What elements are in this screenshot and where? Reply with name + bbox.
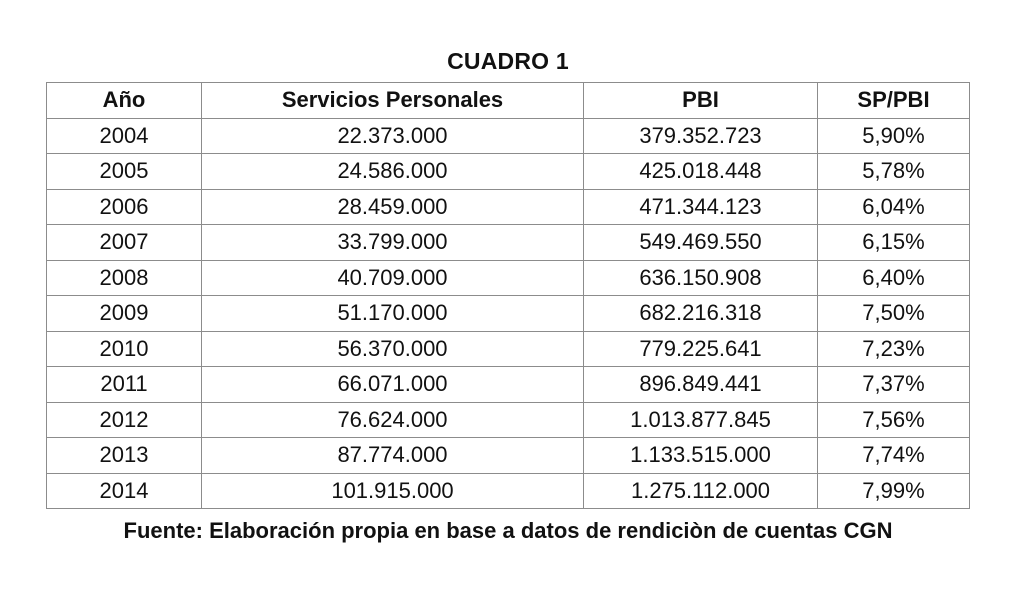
table-row bbox=[47, 296, 970, 332]
cell-pbi: 896.849.441 bbox=[584, 367, 818, 403]
cell-servicios-personales: 51.170.000 bbox=[202, 296, 584, 332]
table-row bbox=[47, 331, 970, 367]
cell-pbi: 682.216.318 bbox=[584, 296, 818, 332]
cell-sp-pbi: 5,90% bbox=[818, 118, 970, 154]
cell-sp-pbi: 7,56% bbox=[818, 402, 970, 438]
table-row bbox=[47, 118, 970, 154]
cell-ano: 2013 bbox=[47, 438, 202, 474]
cell-sp-pbi: 7,99% bbox=[818, 473, 970, 509]
cell-servicios-personales: 40.709.000 bbox=[202, 260, 584, 296]
cell-ano: 2004 bbox=[47, 118, 202, 154]
header-row bbox=[47, 83, 970, 119]
cell-servicios-personales: 33.799.000 bbox=[202, 225, 584, 261]
cell-pbi: 1.013.877.845 bbox=[584, 402, 818, 438]
cell-ano: 2010 bbox=[47, 331, 202, 367]
table-title: CUADRO 1 bbox=[447, 48, 569, 74]
cell-servicios-personales: 24.586.000 bbox=[202, 154, 584, 190]
cell-servicios-personales: 101.915.000 bbox=[202, 473, 584, 509]
cell-pbi: 779.225.641 bbox=[584, 331, 818, 367]
table-row bbox=[47, 225, 970, 261]
cell-ano: 2006 bbox=[47, 189, 202, 225]
cell-servicios-personales: 87.774.000 bbox=[202, 438, 584, 474]
cell-pbi: 471.344.123 bbox=[584, 189, 818, 225]
column-header-servicios-personales: Servicios Personales bbox=[202, 83, 584, 119]
table-row bbox=[47, 473, 970, 509]
cell-ano: 2007 bbox=[47, 225, 202, 261]
cell-ano: 2005 bbox=[47, 154, 202, 190]
cell-sp-pbi: 7,23% bbox=[818, 331, 970, 367]
cell-servicios-personales: 28.459.000 bbox=[202, 189, 584, 225]
cell-servicios-personales: 66.071.000 bbox=[202, 367, 584, 403]
cell-pbi: 1.275.112.000 bbox=[584, 473, 818, 509]
data-table bbox=[46, 82, 970, 509]
cell-pbi: 425.018.448 bbox=[584, 154, 818, 190]
cell-ano: 2012 bbox=[47, 402, 202, 438]
cell-ano: 2014 bbox=[47, 473, 202, 509]
cell-sp-pbi: 6,40% bbox=[818, 260, 970, 296]
table-row bbox=[47, 260, 970, 296]
cell-servicios-personales: 56.370.000 bbox=[202, 331, 584, 367]
cell-sp-pbi: 7,37% bbox=[818, 367, 970, 403]
cell-sp-pbi: 6,04% bbox=[818, 189, 970, 225]
cell-pbi: 549.469.550 bbox=[584, 225, 818, 261]
source-note: Fuente: Elaboración propia en base a datos de rendiciòn de cuentas CGN bbox=[123, 518, 893, 543]
cell-sp-pbi: 6,15% bbox=[818, 225, 970, 261]
table-row bbox=[47, 154, 970, 190]
table-row bbox=[47, 367, 970, 403]
table-row bbox=[47, 438, 970, 474]
table-row bbox=[47, 402, 970, 438]
cell-sp-pbi: 7,74% bbox=[818, 438, 970, 474]
table-row bbox=[47, 189, 970, 225]
cell-pbi: 379.352.723 bbox=[584, 118, 818, 154]
cell-ano: 2011 bbox=[47, 367, 202, 403]
column-header-ano: Año bbox=[47, 83, 202, 119]
cell-sp-pbi: 7,50% bbox=[818, 296, 970, 332]
cell-ano: 2008 bbox=[47, 260, 202, 296]
column-header-pbi: PBI bbox=[584, 83, 818, 119]
cell-servicios-personales: 22.373.000 bbox=[202, 118, 584, 154]
cell-servicios-personales: 76.624.000 bbox=[202, 402, 584, 438]
cell-sp-pbi: 5,78% bbox=[818, 154, 970, 190]
cell-pbi: 1.133.515.000 bbox=[584, 438, 818, 474]
cell-ano: 2009 bbox=[47, 296, 202, 332]
cell-pbi: 636.150.908 bbox=[584, 260, 818, 296]
column-header-sp-pbi: SP/PBI bbox=[818, 83, 970, 119]
